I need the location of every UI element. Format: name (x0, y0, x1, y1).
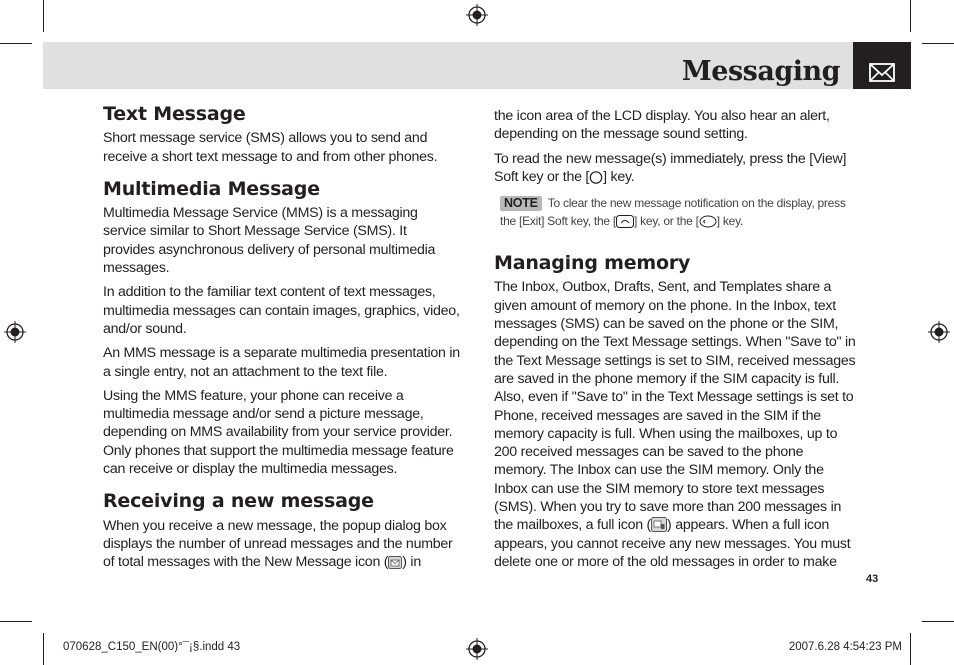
end-key-icon (616, 215, 634, 228)
paragraph: In addition to the familiar text content of text messages, multimedia messages can contain images, graphics, video, and/or sound. (103, 284, 460, 337)
note (500, 194, 856, 230)
section-heading: Managing memory (494, 252, 691, 275)
text-run: ) in (402, 554, 421, 571)
footer-filename: 070628_C150_EN(00)°¯¡§.indd 43 (63, 641, 241, 653)
page-number: 43 (866, 573, 879, 585)
note-text: ] key. (716, 214, 744, 229)
registration-mark-icon (928, 321, 950, 343)
crop-mark (0, 43, 32, 44)
footer-timestamp: 2007.6.28 4:54:23 PM (788, 641, 902, 653)
crop-mark (43, 0, 44, 32)
note-badge: NOTE (500, 196, 542, 211)
text-run: ] key. (603, 168, 635, 185)
paragraph (494, 150, 856, 187)
section-heading: Multimedia Message (103, 177, 320, 200)
ok-key-icon (589, 171, 603, 184)
registration-mark-icon (466, 4, 488, 26)
crop-mark (922, 43, 954, 44)
back-key-icon (699, 215, 717, 228)
crop-mark (43, 633, 44, 665)
paragraph: Short message service (SMS) allows you to send and receive a short text message to and from other phones. (103, 130, 438, 165)
note-text: To clear the new message notification on the display, press the [Exit] Soft key, the [ (500, 196, 846, 229)
text-run: The Inbox, Outbox, Drafts, Sent, and Templates share a given amount of memory on the phone. In the Inbox, text messages (SMS) can be saved on the phone or the SIM, depending on the Text Message settings. When "Save to" in the Text Message settings is set to SIM, received messages are saved in the phone memory if the SIM capacity is full. Also, even if "Save to" in the Text Message settings is set to Phone, received messages are saved in the SIM if the memory capacity is full. When using the mailboxes, up to 200 received messages can be saved to the phone memory. The Inbox can use the SIM memory. Only the Inbox can use the SIM memory to store text messages (SMS). When you try to save more than 200 messages in the mailboxes, a full icon ( (494, 279, 856, 534)
section-text-message (103, 105, 461, 166)
envelope-icon (853, 42, 911, 89)
left-column (103, 105, 461, 586)
header-icon-box (853, 42, 911, 89)
page-title: Messaging (681, 56, 840, 87)
section-multimedia-message (103, 177, 461, 478)
crop-mark (0, 621, 32, 622)
text-run: ) appears. When a full icon appears, you cannot receive any new messages. You must delete one or more of the old messages in order to make (494, 517, 851, 570)
paragraph: Using the MMS feature, your phone can receive a multimedia message and/or send a picture message, depending on MMS availability from your service provider. Only phones that support the multimedia message feature can receive or display the multimedia messages. (103, 387, 454, 478)
crop-mark (910, 633, 911, 665)
new-message-icon (388, 556, 402, 569)
paragraph: An MMS message is a separate multimedia presentation in a single entry, not an attachment to the text file. (103, 345, 460, 380)
section-heading: Receiving a new message (103, 490, 374, 513)
note-text: ] key, or the [ (634, 214, 699, 229)
right-column (494, 107, 856, 585)
paragraph: Multimedia Message Service (MMS) is a messaging service similar to Short Message Service (SMS). It provides asynchronous delivery of personal multimedia messages. (103, 205, 436, 277)
crop-mark (922, 621, 954, 622)
section-heading: Text Message (103, 103, 246, 125)
crop-mark (910, 0, 911, 32)
registration-mark-icon (466, 638, 488, 660)
paragraph (103, 517, 461, 572)
paragraph (494, 278, 856, 571)
section-managing-memory (494, 254, 856, 571)
section-receiving (103, 492, 461, 571)
paragraph: the icon area of the LCD display. You also hear an alert, depending on the message sound setting. (494, 108, 830, 143)
text-run: To read the new message(s) immediately, press the [View] Soft key or the [ (494, 150, 847, 185)
memory-full-icon (651, 517, 667, 532)
registration-mark-icon (4, 321, 26, 343)
text-run: When you receive a new message, the popup dialog box displays the number of unread messages and the number of total messages with the New Message icon ( (103, 517, 453, 571)
